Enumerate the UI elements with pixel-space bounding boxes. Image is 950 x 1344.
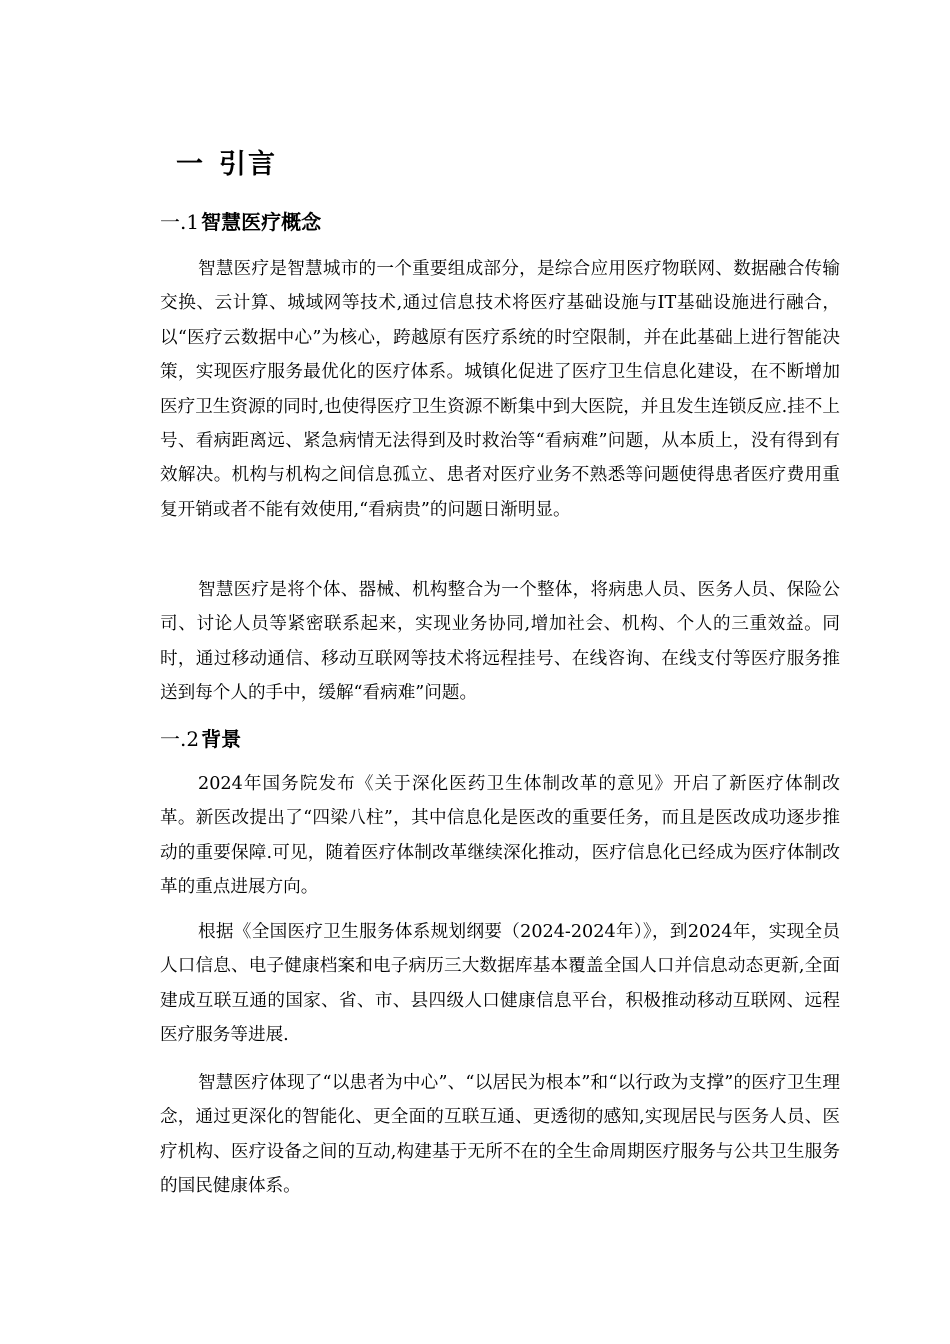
chapter-title-text: 引言 [219, 149, 277, 180]
chapter-number: 一 [176, 149, 205, 180]
section-number: 一.1 [160, 210, 200, 234]
paragraph: 智慧医疗体现了“以患者为中心”、“以居民为根本”和“以行政为支撑”的医疗卫生理念，通过更深化的智能化、更全面的互联互通、更透彻的感知,实现居民与医务人员、医疗机构、医疗设备之间的互动,构建基于无所不在的全生命周期医疗服务与公共卫生服务的国民健康体系。 [160, 1073, 840, 1197]
chapter-title [176, 142, 277, 181]
paragraph: 2024年国务院发布《关于深化医药卫生体制改革的意见》开启了新医疗体制改革。新医改提出了“四梁八柱”，其中信息化是医改的重要任务，而且是医改成功逐步推动的重要保障.可见，随着医疗体制改革继续深化推动，医疗信息化已经成为医疗体制改革的重点进展方向。 [160, 774, 840, 898]
section-heading-background [160, 723, 241, 752]
section-title-text: 背景 [201, 727, 242, 751]
paragraph: 智慧医疗是智慧城市的一个重要组成部分，是综合应用医疗物联网、数据融合传输交换、云计算、城域网等技术,通过信息技术将医疗基础设施与IT基础设施进行融合，以“医疗云数据中心”为核心，跨越原有医疗系统的时空限制，并在此基础上进行智能决策，实现医疗服务最优化的医疗体系。城镇化促进了医疗卫生信息化建设，在不断增加医疗卫生资源的同时,也使得医疗卫生资源不断集中到大医院，并且发生连锁反应.挂不上号、看病距离远、紧急病情无法得到及时救治等“看病难”问题，从本质上，没有得到有效解决。机构与机构之间信息孤立、患者对医疗业务不熟悉等问题使得患者医疗费用重复开销或者不能有效使用,“看病贵”的问题日渐明显。 [160, 259, 840, 520]
paragraph: 根据《全国医疗卫生服务体系规划纲要（2024-2024年）》，到2024年，实现全员人口信息、电子健康档案和电子病历三大数据库基本覆盖全国人口并信息动态更新,全面建成互联互通的国家、省、市、县四级人口健康信息平台，积极推动移动互联网、远程医疗服务等进展. [160, 922, 840, 1046]
section-heading-concept [160, 206, 321, 235]
section-number: 一.2 [160, 727, 200, 751]
paragraph: 智慧医疗是将个体、器械、机构整合为一个整体，将病患人员、医务人员、保险公司、讨论人员等紧密联系起来，实现业务协同,增加社会、机构、个人的三重效益。同时，通过移动通信、移动互联网等技术将远程挂号、在线咨询、在线支付等医疗服务推送到每个人的手中，缓解“看病难”问题。 [160, 580, 840, 704]
section-title-text: 智慧医疗概念 [201, 210, 322, 234]
